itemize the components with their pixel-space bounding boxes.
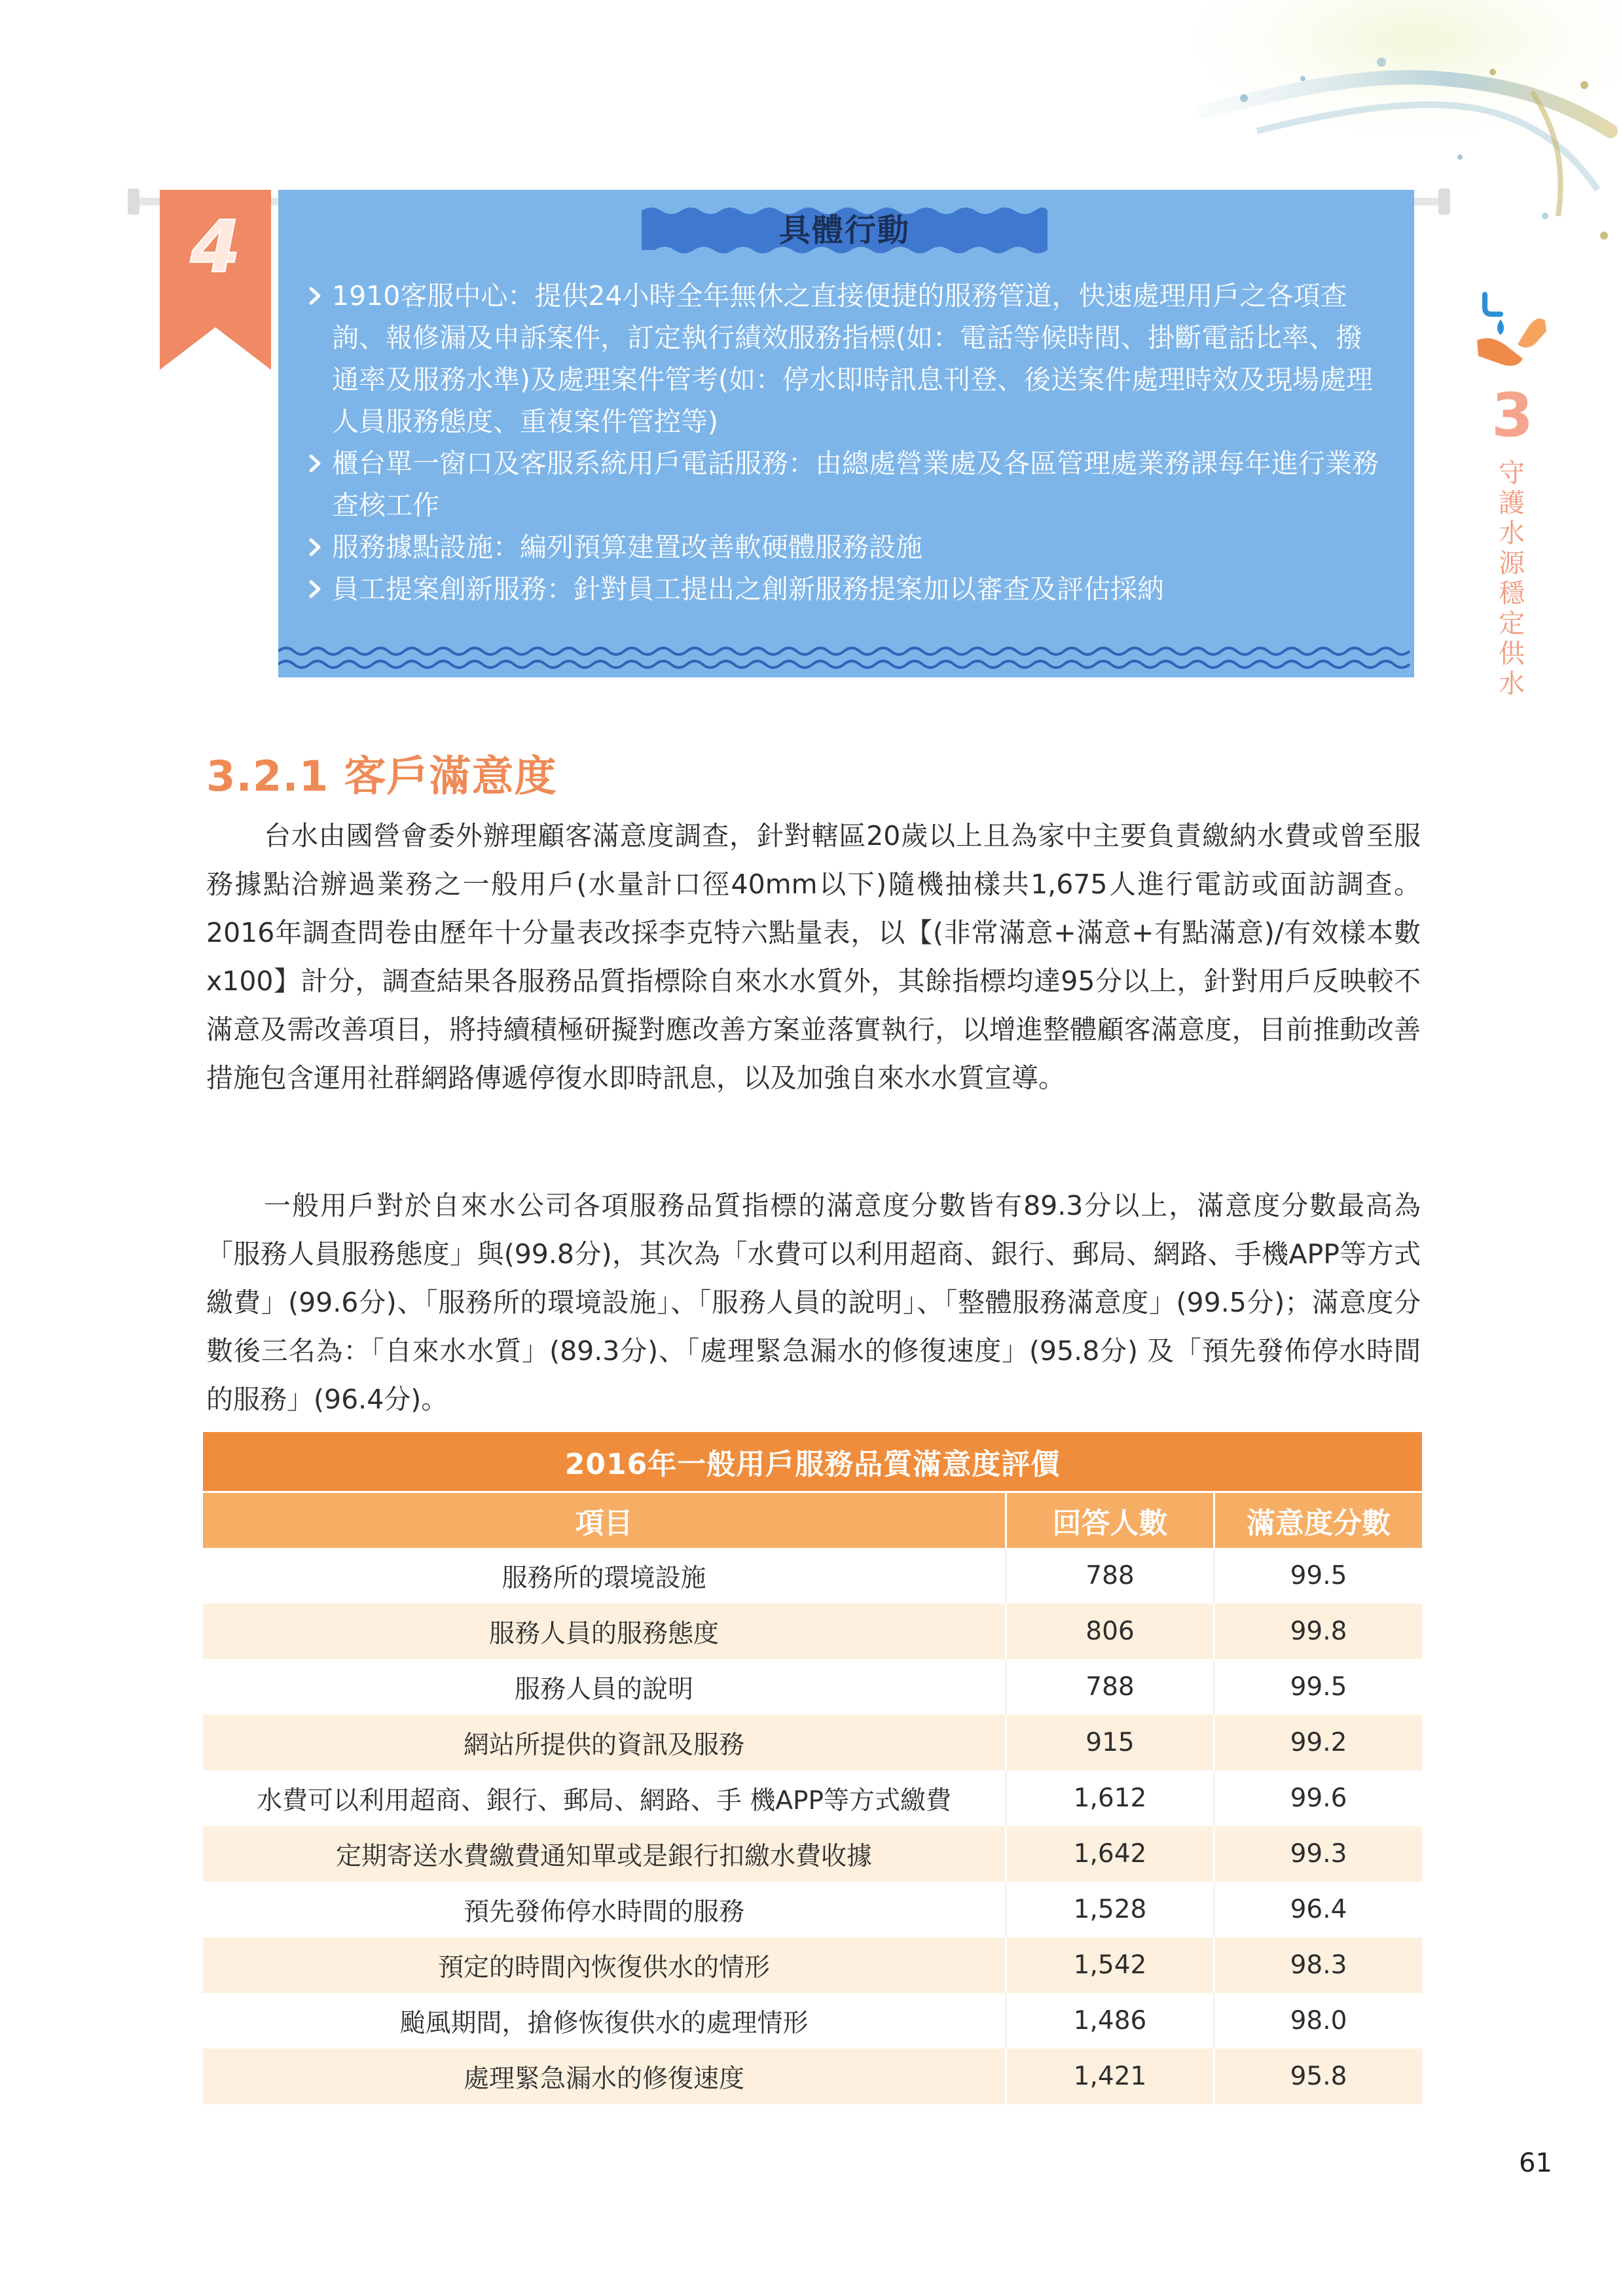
score-cell: 99.2 (1213, 1715, 1422, 1770)
action-item-text: 服務據點設施：編列預算建置改善軟硬體服務設施 (332, 531, 922, 563)
item-cell: 預定的時間內恢復供水的情形 (203, 1937, 1005, 1993)
column-header: 滿意度分數 (1213, 1491, 1422, 1548)
table-row (203, 1826, 1422, 1882)
item-cell: 服務人員的服務態度 (203, 1604, 1005, 1659)
chapter-title: 守護水源 穩定供水 (1499, 458, 1526, 699)
action-item-text: 員工提案創新服務：針對員工提出之創新服務提案加以審查及評估採納 (332, 573, 1164, 605)
respondents-cell: 788 (1005, 1548, 1213, 1604)
respondents-cell: 788 (1005, 1659, 1213, 1715)
list-item (278, 568, 1414, 610)
number-ribbon (160, 190, 271, 370)
chevron-right-icon (306, 454, 325, 473)
action-title: 具體行動 (778, 212, 910, 249)
table-row (203, 1937, 1422, 1993)
respondents-cell: 1,421 (1005, 2049, 1213, 2104)
hands-water-drop-icon (1472, 288, 1550, 373)
item-cell: 颱風期間，搶修恢復供水的處理情形 (203, 1993, 1005, 2049)
score-cell: 99.8 (1213, 1604, 1422, 1659)
column-header: 回答人數 (1005, 1491, 1213, 1548)
respondents-cell: 1,642 (1005, 1826, 1213, 1882)
action-item-text: 櫃台單一窗口及客服系統用戶電話服務：由總處營業處及各區管理處業務課每年進行業務查核工作 (332, 448, 1379, 521)
item-cell: 定期寄送水費繳費通知單或是銀行扣繳水費收據 (203, 1826, 1005, 1882)
score-cell: 99.6 (1213, 1770, 1422, 1826)
table-row (203, 1659, 1422, 1715)
list-item (278, 442, 1414, 526)
table-row (203, 2049, 1422, 2104)
action-item-text: 1910客服中心：提供24小時全年無休之直接便捷的服務管道，快速處理用戶之各項查詢、報修漏及申訴案件，訂定執行績效服務指標(如：電話等候時間、掛斷電話比率、撥通率及服務水準)及處理案件管考(如：停水即時訊息刊登、後送案件處理時效及現場處理人員服務態度、重複案件管控等) (332, 280, 1373, 437)
body-paragraph: 台水由國營會委外辦理顧客滿意度調查，針對轄區20歲以上且為家中主要負責繳納水費或曾至服務據點洽辦過業務之一般用戶(水量計口徑40mm以下)隨機抽樣共1,675人進行電訪或面訪調查。2016年調查問卷由歷年十分量表改採李克特六點量表，以【(非常滿意+滿意+有點滿意)/有效樣本數x100】計分，調查結果各服務品質指標除自來水水質外，其餘指標均達95分以上，針對用戶反映較不滿意及需改善項目，將持續積極研擬對應改善方案並落實執行，以增進整體顧客滿意度，目前推動改善措施包含運用社群網路傳遞停復水即時訊息，以及加強自來水水質宣導。 (206, 820, 1421, 1094)
table-row (203, 1604, 1422, 1659)
item-cell: 服務人員的說明 (203, 1659, 1005, 1715)
chevron-right-icon (306, 579, 325, 599)
table-title: 2016年一般用戶服務品質滿意度評價 (203, 1432, 1422, 1491)
list-item (278, 275, 1414, 442)
respondents-cell: 1,528 (1005, 1882, 1213, 1937)
wave-border (278, 638, 1414, 677)
column-header: 項目 (203, 1491, 1005, 1548)
item-cell: 預先發佈停水時間的服務 (203, 1882, 1005, 1937)
item-cell: 網站所提供的資訊及服務 (203, 1715, 1005, 1770)
satisfaction-table (203, 1432, 1422, 2104)
score-cell: 99.5 (1213, 1659, 1422, 1715)
table-row (203, 1548, 1422, 1604)
table-row (203, 1770, 1422, 1826)
respondents-cell: 915 (1005, 1715, 1213, 1770)
list-item (278, 526, 1414, 568)
section-heading: 3.2.1 客戶滿意度 (206, 753, 557, 801)
action-box (278, 190, 1414, 677)
item-cell: 處理緊急漏水的修復速度 (203, 2049, 1005, 2104)
score-cell: 95.8 (1213, 2049, 1422, 2104)
body-paragraph: 一般用戶對於自來水公司各項服務品質指標的滿意度分數皆有89.3分以上，滿意度分數最高為「服務人員服務態度」與(99.8分)，其次為「水費可以利用超商、銀行、郵局、網路、手機APP等方式繳費」(99.6分)、「服務所的環境設施」、「服務人員的說明」、「整體服務滿意度」(99.5分)；滿意度分數後三名為：「自來水水質」(89.3分)、「處理緊急漏水的修復速度」(95.8分) 及「預先發佈停水時間的服務」(96.4分)。 (206, 1190, 1421, 1415)
chevron-right-icon (306, 286, 325, 306)
score-cell: 98.0 (1213, 1993, 1422, 2049)
action-list (278, 275, 1414, 610)
page-number: 61 (1519, 2148, 1552, 2178)
table-row (203, 1993, 1422, 2049)
ribbon-number: 4 (190, 205, 241, 289)
table-row (203, 1882, 1422, 1937)
table-row (203, 1715, 1422, 1770)
item-cell: 服務所的環境設施 (203, 1548, 1005, 1604)
respondents-cell: 1,612 (1005, 1770, 1213, 1826)
score-cell: 96.4 (1213, 1882, 1422, 1937)
item-cell: 水費可以利用超商、銀行、郵局、網路、手 機APP等方式繳費 (203, 1770, 1005, 1826)
respondents-cell: 1,542 (1005, 1937, 1213, 1993)
score-cell: 99.3 (1213, 1826, 1422, 1882)
score-cell: 98.3 (1213, 1937, 1422, 1993)
respondents-cell: 806 (1005, 1604, 1213, 1659)
score-cell: 99.5 (1213, 1548, 1422, 1604)
chapter-number: 3 (1491, 380, 1533, 450)
respondents-cell: 1,486 (1005, 1993, 1213, 2049)
chevron-right-icon (306, 537, 325, 557)
